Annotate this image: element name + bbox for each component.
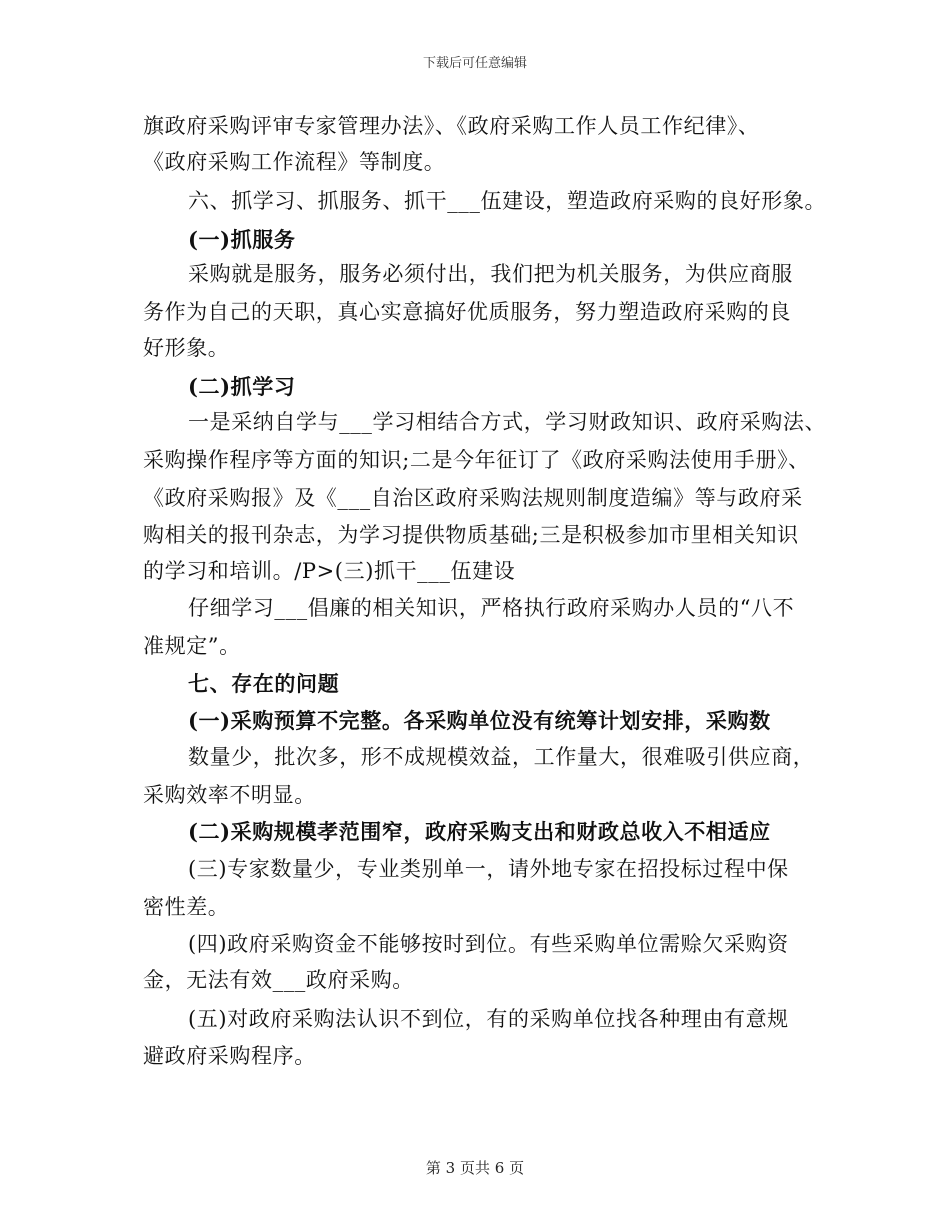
body-line: 旗政府采购评审专家管理办法》、《政府采购工作人员工作纪律》、 [143, 114, 760, 138]
body-line: 务作为自己的天职，真心实意搞好优质服务，努力塑造政府采购的良 [143, 300, 791, 324]
body-line: 采购操作程序等方面的知识;二是今年征订了《政府采购法使用手册》、 [143, 448, 810, 472]
subsection-heading: (二)采购规模孝范围窄，政府采购支出和财政总收入不相适应 [188, 819, 771, 844]
section-heading: 六、抓学习、抓服务、抓干___伍建设，塑造政府采购的良好形象。 [188, 189, 827, 213]
body-line: 密性差。 [143, 895, 230, 919]
body-line: 的学习和培训。/P>(三)抓干___伍建设 [143, 559, 516, 583]
subsection-heading: (一)抓服务 [188, 227, 296, 252]
body-line: 采购就是服务，服务必须付出，我们把为机关服务，为供应商服 [188, 262, 793, 286]
body-line: 数量少，批次多，形不成规模效益，工作量大，很难吸引供应商， [188, 745, 815, 769]
body-line: 好形象。 [143, 336, 230, 360]
body-line: 采购效率不明显。 [143, 783, 316, 807]
subsection-heading: (二)抓学习 [188, 374, 296, 399]
body-line: 金，无法有效___政府采购。 [143, 968, 414, 992]
body-line: (五)对政府采购法认识不到位，有的采购单位找各种理由有意规 [188, 1007, 789, 1031]
body-line: 避政府采购程序。 [143, 1044, 316, 1068]
body-line: 《政府采购工作流程》等制度。 [143, 150, 446, 174]
body-line: 一是采纳自学与___学习相结合方式，学习财政知识、政府采购法、 [188, 410, 827, 434]
subsection-heading: (一)采购预算不完整。各采购单位没有统筹计划安排，采购数 [188, 708, 771, 733]
page-footer-number: 第 3 页共 6 页 [425, 1159, 525, 1177]
body-line: (四)政府采购资金不能够按时到位。有些采购单位需赊欠采购资 [188, 932, 789, 956]
body-line: 准规定”。 [143, 634, 241, 658]
page-header-note: 下载后可任意编辑 [422, 56, 527, 71]
section-heading: 七、存在的问题 [188, 671, 340, 696]
body-line: 购相关的报刊杂志，为学习提供物质基础;三是积极参加市里相关知识 [143, 523, 799, 547]
body-line: 仔细学习___倡廉的相关知识，严格执行政府采购办人员的“八不 [188, 596, 795, 620]
body-line: (三)专家数量少，专业类别单一，请外地专家在招投标过程中保 [188, 857, 789, 881]
body-line: 《政府采购报》及《___自治区政府采购法规则制度造编》等与政府采 [143, 486, 803, 510]
